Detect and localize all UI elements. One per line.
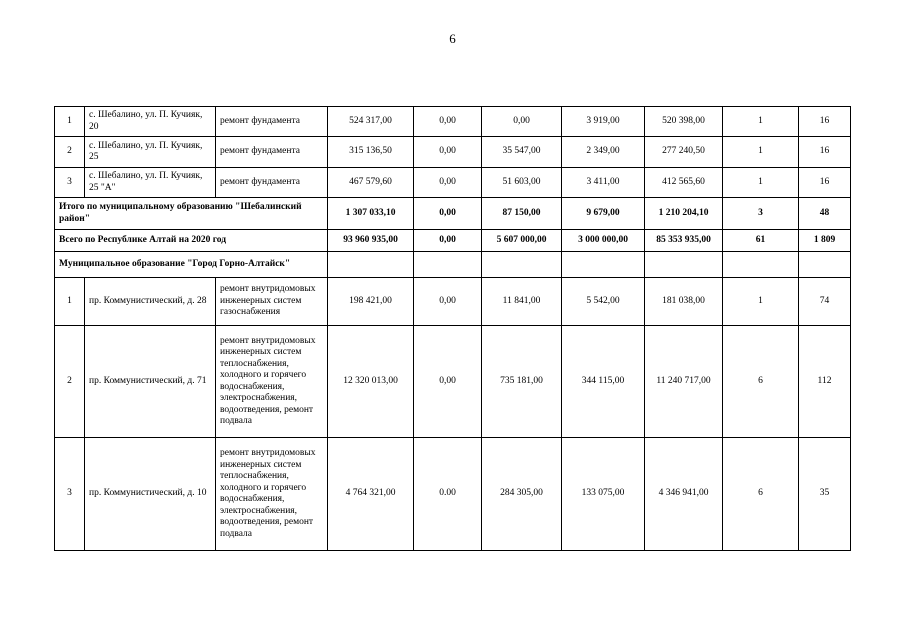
subtotal-label: Итого по муниципальному образованию "Шебалинский район": [55, 198, 328, 230]
value-cell: 1: [723, 168, 799, 198]
table-row: [55, 137, 851, 168]
table-row: [55, 107, 851, 137]
value-cell: 133 075,00: [562, 438, 645, 551]
work-type-cell: ремонт внутридомовых инженерных систем теплоснабжения, холодного и горячего водоснабжения, электроснабжения, водоотведения, ремонт подвала: [216, 438, 328, 551]
value-cell: 5 607 000,00: [482, 230, 562, 252]
total-cost-cell: 198 421,00: [328, 278, 414, 326]
address-cell: пр. Коммунистический, д. 10: [85, 438, 216, 551]
value-cell: 16: [799, 168, 851, 198]
value-cell: 0,00: [414, 278, 482, 326]
work-type-cell: ремонт фундамента: [216, 168, 328, 198]
value-cell: 3: [723, 198, 799, 230]
total-cost-cell: 1 307 033,10: [328, 198, 414, 230]
work-type-cell: ремонт фундамента: [216, 137, 328, 168]
value-cell: 4 346 941,00: [645, 438, 723, 551]
grand-total-row: [55, 230, 851, 252]
row-number: 2: [55, 137, 85, 168]
value-cell: 51 603,00: [482, 168, 562, 198]
value-cell: 284 305,00: [482, 438, 562, 551]
value-cell: 1: [723, 107, 799, 137]
total-cost-cell: 93 960 935,00: [328, 230, 414, 252]
value-cell: 16: [799, 107, 851, 137]
page-number: 6: [449, 31, 456, 46]
value-cell: 277 240,50: [645, 137, 723, 168]
row-number: 1: [55, 107, 85, 137]
value-cell: 35 547,00: [482, 137, 562, 168]
value-cell: 1 809: [799, 230, 851, 252]
value-cell: 16: [799, 137, 851, 168]
value-cell: 48: [799, 198, 851, 230]
row-number: 2: [55, 326, 85, 438]
value-cell: 344 115,00: [562, 326, 645, 438]
table-row: [55, 278, 851, 326]
row-number: 3: [55, 438, 85, 551]
value-cell: 0.00: [414, 438, 482, 551]
value-cell: 412 565,60: [645, 168, 723, 198]
value-cell: 3 919,00: [562, 107, 645, 137]
value-cell: 2 349,00: [562, 137, 645, 168]
total-cost-cell: 467 579,60: [328, 168, 414, 198]
value-cell: 11 841,00: [482, 278, 562, 326]
value-cell: 0,00: [482, 107, 562, 137]
row-number: 3: [55, 168, 85, 198]
value-cell: 1: [723, 137, 799, 168]
section-header-row: [55, 252, 851, 278]
work-type-cell: ремонт внутридомовых инженерных систем газоснабжения: [216, 278, 328, 326]
value-cell: 61: [723, 230, 799, 252]
value-cell: 1 210 204,10: [645, 198, 723, 230]
value-cell: 6: [723, 326, 799, 438]
value-cell: 0,00: [414, 230, 482, 252]
repair-program-table: [54, 106, 851, 551]
grand-total-label: Всего по Республике Алтай на 2020 год: [55, 230, 328, 252]
value-cell: 9 679,00: [562, 198, 645, 230]
value-cell: 0,00: [414, 107, 482, 137]
total-cost-cell: 315 136,50: [328, 137, 414, 168]
value-cell: 74: [799, 278, 851, 326]
total-cost-cell: 4 764 321,00: [328, 438, 414, 551]
value-cell: 5 542,00: [562, 278, 645, 326]
work-type-cell: ремонт фундамента: [216, 107, 328, 137]
total-cost-cell: 12 320 013,00: [328, 326, 414, 438]
value-cell: 3 411,00: [562, 168, 645, 198]
value-cell: 85 353 935,00: [645, 230, 723, 252]
value-cell: 6: [723, 438, 799, 551]
section-label: Муниципальное образование "Город Горно-Алтайск": [55, 252, 328, 278]
value-cell: 35: [799, 438, 851, 551]
address-cell: пр. Коммунистический, д. 71: [85, 326, 216, 438]
total-cost-cell: 524 317,00: [328, 107, 414, 137]
value-cell: 735 181,00: [482, 326, 562, 438]
address-cell: с. Шебалино, ул. П. Кучияк, 25 "А": [85, 168, 216, 198]
row-number: 1: [55, 278, 85, 326]
value-cell: 112: [799, 326, 851, 438]
address-cell: пр. Коммунистический, д. 28: [85, 278, 216, 326]
value-cell: 0,00: [414, 326, 482, 438]
table-row: [55, 168, 851, 198]
address-cell: с. Шебалино, ул. П. Кучияк, 20: [85, 107, 216, 137]
value-cell: 0,00: [414, 168, 482, 198]
value-cell: 0,00: [414, 137, 482, 168]
work-type-cell: ремонт внутридомовых инженерных систем теплоснабжения, холодного и горячего водоснабжения, электроснабжения, водоотведения, ремонт подвала: [216, 326, 328, 438]
table-row: [55, 438, 851, 551]
value-cell: 87 150,00: [482, 198, 562, 230]
subtotal-row: [55, 198, 851, 230]
value-cell: 11 240 717,00: [645, 326, 723, 438]
value-cell: 520 398,00: [645, 107, 723, 137]
table-row: [55, 326, 851, 438]
value-cell: 181 038,00: [645, 278, 723, 326]
value-cell: 0,00: [414, 198, 482, 230]
address-cell: с. Шебалино, ул. П. Кучияк, 25: [85, 137, 216, 168]
value-cell: 1: [723, 278, 799, 326]
value-cell: 3 000 000,00: [562, 230, 645, 252]
